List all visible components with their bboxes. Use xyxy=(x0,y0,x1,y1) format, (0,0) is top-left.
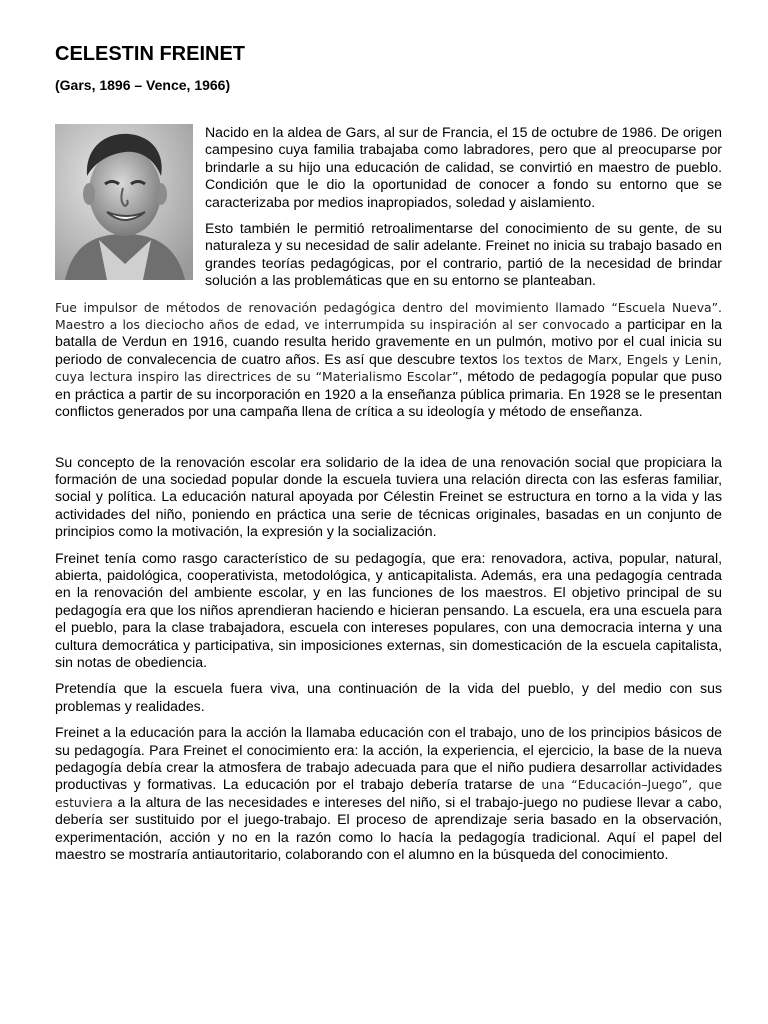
paragraph-3-part-c: los textos de Marx, Engels y Lenin, cuya lectura inspiro las directrices de su “Materialismo Escolar” xyxy=(55,351,722,385)
paragraph-3-part-b: participar en la batalla de Verdun en 1916, cuando resulta herido gravemente en un pulmón, motivo por el cual inicia su periodo de convalecencia de cuatro años. Es así que descubre textos xyxy=(55,316,722,367)
paragraph-5: Freinet tenía como rasgo característico de su pedagogía, que era: renovadora, activa, popular, natural, abierta, paidológica, cooperativista, metodológica, y anticapitalista. Además, era una pedagogía centrada en la renovación del ambiente escolar, y en las funciones de los maestros. El objetivo principal de su pedagogía era que los niños aprendieran haciendo e hicieran pensando. La escuela, era una escuela para el pueblo, para la clase trabajadora, escuela con intereses populares, con una democracia interna y una cultura democrática y participativa, sin imposiciones externas, sin domesticación de la escuela capitalista, sin notas de obediencia. xyxy=(55,549,722,670)
document-title: CELESTIN FREINET xyxy=(55,43,246,65)
intro-section xyxy=(55,124,722,290)
document-subtitle: (Gars, 1896 – Vence, 1966) xyxy=(55,77,231,93)
paragraph-gap xyxy=(55,430,722,454)
paragraph-7 xyxy=(55,724,722,863)
paragraph-7-part-b: una “Educación–Juego”, que estuviera xyxy=(55,777,723,810)
portrait-photo xyxy=(55,124,193,280)
portrait-image xyxy=(55,124,193,280)
paragraph-4: Su concepto de la renovación escolar era solidario de la idea de una renovación social que propiciara la formación de una sociedad popular donde la escuela tuviera una relación directa con las esferas familiar, social y política. La educación natural apoyada por Célestin Freinet se estructura en torno a la vida y las actividades del niño, poniendo en práctica una serie de técnicas originales, basadas en un conjunto de principios como la motivación, la expresión y la socialización. xyxy=(55,453,722,540)
paragraph-7-part-c: a la altura de las necesidades e intereses del niño, si el trabajo-juego no pudiese llevar a cabo, debería ser sustituido por el juego-trabajo. El proceso de aprendizaje seria basado en la observación, experimentación, acción y no en la razón como lo hacía la pedagogía tradicional. Aquí el papel del maestro se mostraría antiautoritario, colaborando con el alumno en la búsqueda del conocimiento. xyxy=(55,793,722,863)
paragraph-7-part-a: Freinet a la educación para la acción la llamaba educación con el trabajo, uno de los principios básicos de su pedagogía. Para Freinet el conocimiento era: la acción, la experiencia, el ejercicio, la base de la nueva pedagogía debía crear la atmosfera de trabajo adecuada para que el niño pudiera desarrollar actividades productivas y formativas. La educación por el trabajo debería tratarse de xyxy=(55,724,722,793)
paragraph-3-part-a: Fue impulsor de métodos de renovación pedagógica dentro del movimiento llamado “Escuela Nueva”. Maestro a los dieciocho años de edad, ve interrumpida su inspiración al ser convocado a xyxy=(55,299,722,333)
paragraph-2: Esto también le permitió retroalimentarse del conocimiento de su gente, de su naturaleza y su necesidad de salir adelante. Freinet no inicia su trabajo basado en grandes teorías pedagógicas, por el contrario, partió de la necesidad de brindar solución a las problemáticas que en su entorno se planteaban. xyxy=(205,220,722,289)
paragraph-6: Pretendía que la escuela fuera viva, una continuación de la vida del pueblo, y del medio con sus problemas y realidades. xyxy=(55,680,722,714)
document-page xyxy=(55,40,722,872)
paragraph-3 xyxy=(55,299,722,421)
paragraph-1: Nacido en la aldea de Gars, al sur de Francia, el 15 de octubre de 1986. De origen campesino cuya familia trabajaba como labradores, pero que al preocuparse por brindarle a su hijo una educación de calidad, se convirtió en maestro de pueblo. Condición que le dio la oportunidad de conocer a fondo su entorno que se caracterizaba por medios inapropiados, soledad y aislamiento. xyxy=(205,124,722,210)
paragraph-3-part-d: , método de pedagogía popular que puso en práctica a partir de su incorporación en 1920 a la enseñanza pública primaria. En 1928 se le presentan conflictos generados por una campaña llena de crítica a su ideología y método de enseñanza. xyxy=(55,368,722,420)
